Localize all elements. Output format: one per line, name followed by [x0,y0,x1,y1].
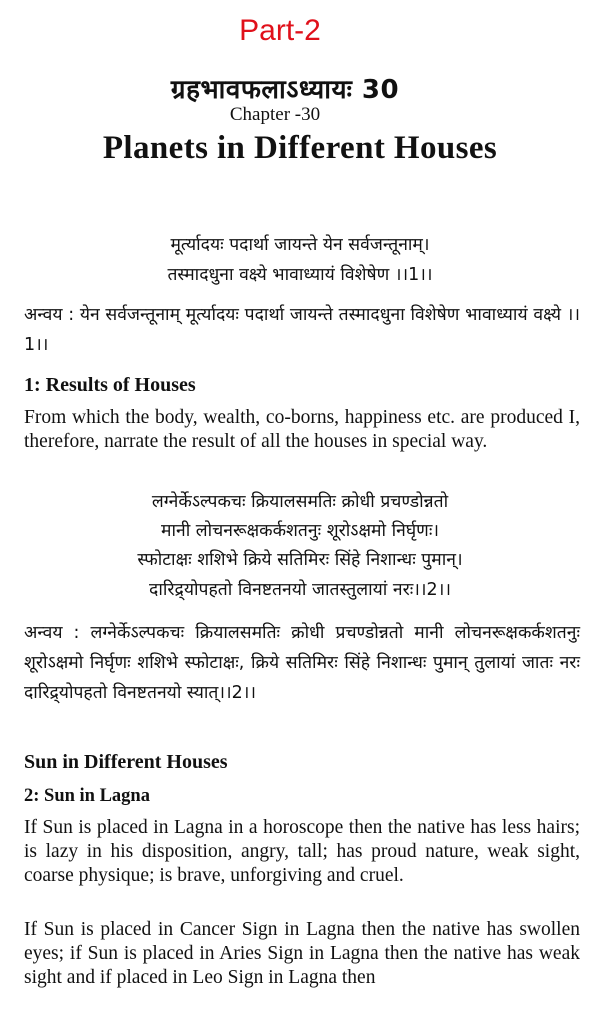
verse-2-line-1: लग्नेर्केऽल्पकचः क्रियालसमतिः क्रोधी प्रचण्डोन्नतो [151,492,449,512]
section-heading-results-of-houses: 1: Results of Houses [24,374,196,396]
part-label: Part-2 [239,14,321,47]
sun-in-lagna-paragraph-1: If Sun is placed in Lagna in a horoscope then the native has less hairs; is lazy in his disposition, angry, tall; has proud nature, weak sight, coarse physique; is brave, unforgiving and cruel. [24,817,580,886]
page-title: Planets in Different Houses [102,130,498,166]
sun-in-lagna-paragraph-2: If Sun is placed in Cancer Sign in Lagna then the native has swollen eyes; if Sun is placed in Aries Sign in Lagna then the native has weak sight and if placed in Leo Sign in Lagna then [24,919,580,988]
sanskrit-chapter-title: ग्रहभावफलाऽध्यायः 30 [170,75,400,105]
section-heading-sun-in-houses: Sun in Different Houses [24,751,228,773]
verse-2-line-4: दारिद्र्योपहतो विनष्टतनयो जातस्तुलायां नरः।।2।। [149,580,451,600]
anvaya-1: अन्वय : येन सर्वजन्तूनाम् मूर्त्यादयः पदार्था जायन्ते तस्मादधुना विशेषेण भावाध्यायं वक्ष्ये ।।1।। [24,305,580,355]
results-of-houses-text: From which the body, wealth, co-borns, happiness etc. are produced I, therefore, narrate the result of all the houses in special way. [24,407,580,452]
verse-2-line-3: स्फोटाक्षः शशिभे क्रिये सतिमिरः सिंहे निशान्धः पुमान्। [137,550,463,570]
verse-1-line-2: तस्मादधुना वक्ष्ये भावाध्यायं विशेषेण ।।1।। [167,265,433,285]
verse-1-line-1: मूर्त्यादयः पदार्था जायन्ते येन सर्वजन्तूनाम्। [170,235,430,255]
verse-2-line-2: मानी लोचनरूक्षकर्कशतनुः शूरोऽक्षमो निर्घृणः। [160,521,439,541]
anvaya-2: अन्वय : लग्नेर्केऽल्पकचः क्रियालसमतिः क्रोधी प्रचण्डोन्नतो मानी लोचनरूक्षकर्कशतनुः शूरोऽक्षमो निर्घृणः शशिभे स्फोटाक्षः, क्रिये सतिमिरः सिंहे निशान्धः पुमान् तुलायां जातः नरः दारिद्र्योपहतो विनष्टतनयो स्यात्।।2।। [24,623,580,703]
subheading-sun-in-lagna: 2: Sun in Lagna [24,786,150,806]
chapter-number: Chapter -30 [229,104,321,125]
